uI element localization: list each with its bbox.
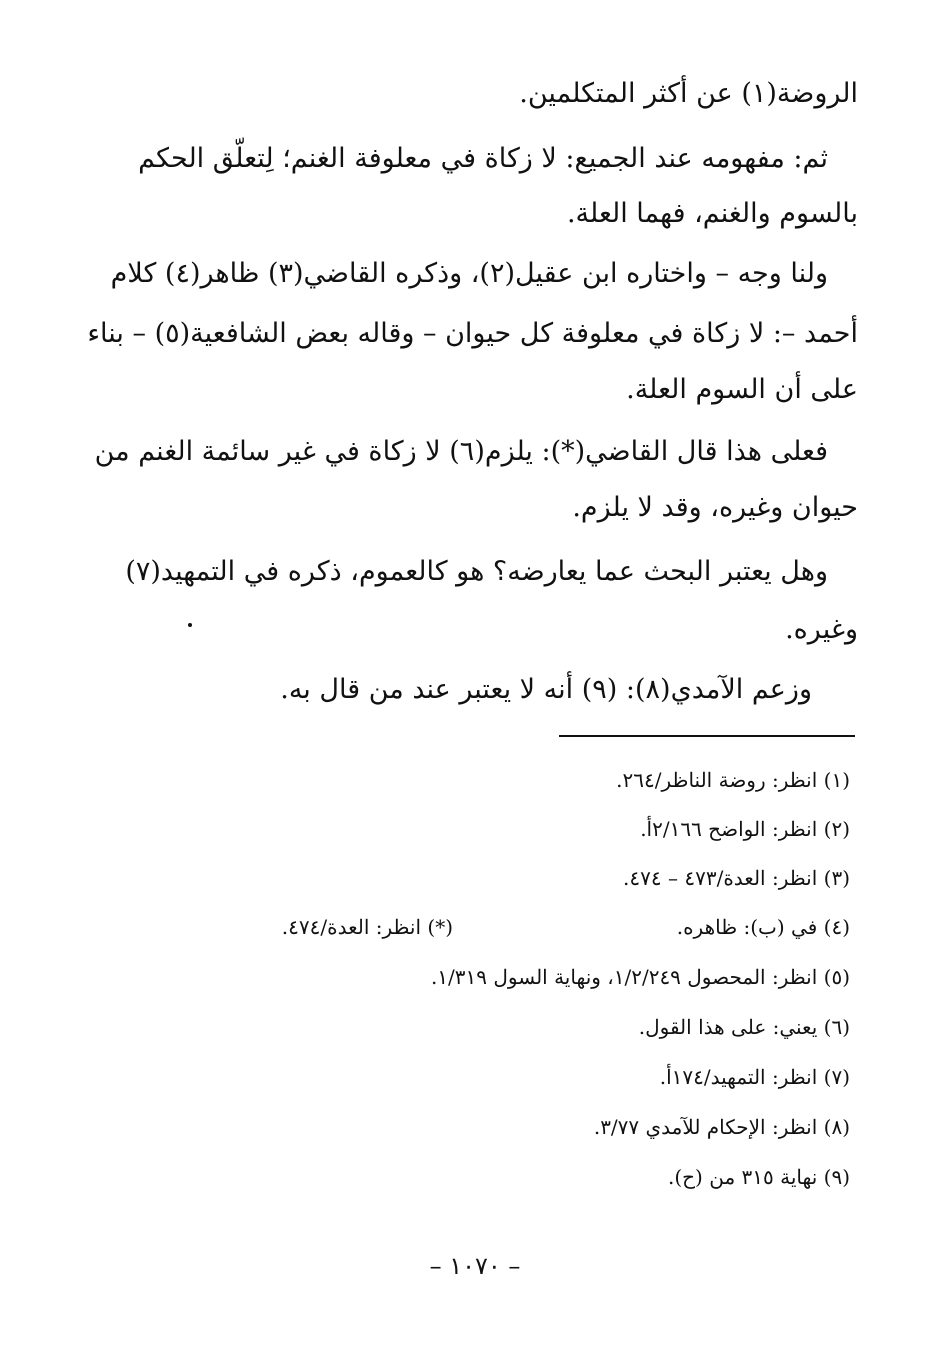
footnote-6: (٦) يعني: على هذا القول.	[638, 1015, 850, 1039]
footnote-3: (٣) انظر: العدة/٤٧٣ – ٤٧٤.	[623, 866, 850, 890]
body-line-4: ولنا وجه – واختاره ابن عقيل(٢)، وذكره القاضي(٣) ظاهر(٤) كلام	[110, 258, 828, 289]
footnote-7: (٧) انظر: التمهيد/١٧٤أ.	[659, 1065, 850, 1089]
body-line-7: فعلى هذا قال القاضي(*): يلزم(٦) لا زكاة في غير سائمة الغنم من	[94, 436, 828, 467]
stray-dot-mark	[188, 623, 192, 627]
footnote-9: (٩) نهاية ٣١٥ من (ح).	[667, 1165, 850, 1189]
body-line-1: الروضة(١) عن أكثر المتكلمين.	[519, 78, 858, 109]
footnote-4: (٤) في (ب): ظاهره.	[676, 915, 850, 939]
body-line-6: على أن السوم العلة.	[626, 374, 858, 405]
body-line-11: وزعم الآمدي(٨): (٩) أنه لا يعتبر عند من قال به.	[280, 674, 812, 705]
body-line-8: حيوان وغيره، وقد لا يلزم.	[572, 492, 858, 523]
footnote-separator	[559, 735, 855, 737]
body-line-5: أحمد –: لا زكاة في معلوفة كل حيوان – وقاله بعض الشافعية(٥) – بناء	[87, 318, 858, 349]
footnote-8: (٨) انظر: الإحكام للآمدي ٣/٧٧.	[593, 1115, 850, 1139]
body-line-9: وهل يعتبر البحث عما يعارضه؟ هو كالعموم، ذكره في التمهيد(٧)	[125, 556, 828, 587]
body-line-3: بالسوم والغنم، فهما العلة.	[566, 198, 858, 229]
footnote-2: (٢) انظر: الواضح ٢/١٦٦أ.	[640, 817, 850, 841]
footnote-star: (*) انظر: العدة/٤٧٤.	[281, 915, 453, 939]
body-line-2: ثم: مفهومه عند الجميع: لا زكاة في معلوفة الغنم؛ لِتعلّق الحكم	[138, 143, 828, 174]
footnote-5: (٥) انظر: المحصول ١/٢/٢٤٩، ونهاية السول ١/٣١٩.	[430, 965, 850, 989]
body-line-10: وغيره.	[785, 614, 858, 645]
footnote-1: (١) انظر: روضة الناظر/٢٦٤.	[616, 768, 850, 792]
page-number: – ١٠٧٠ –	[429, 1252, 521, 1280]
